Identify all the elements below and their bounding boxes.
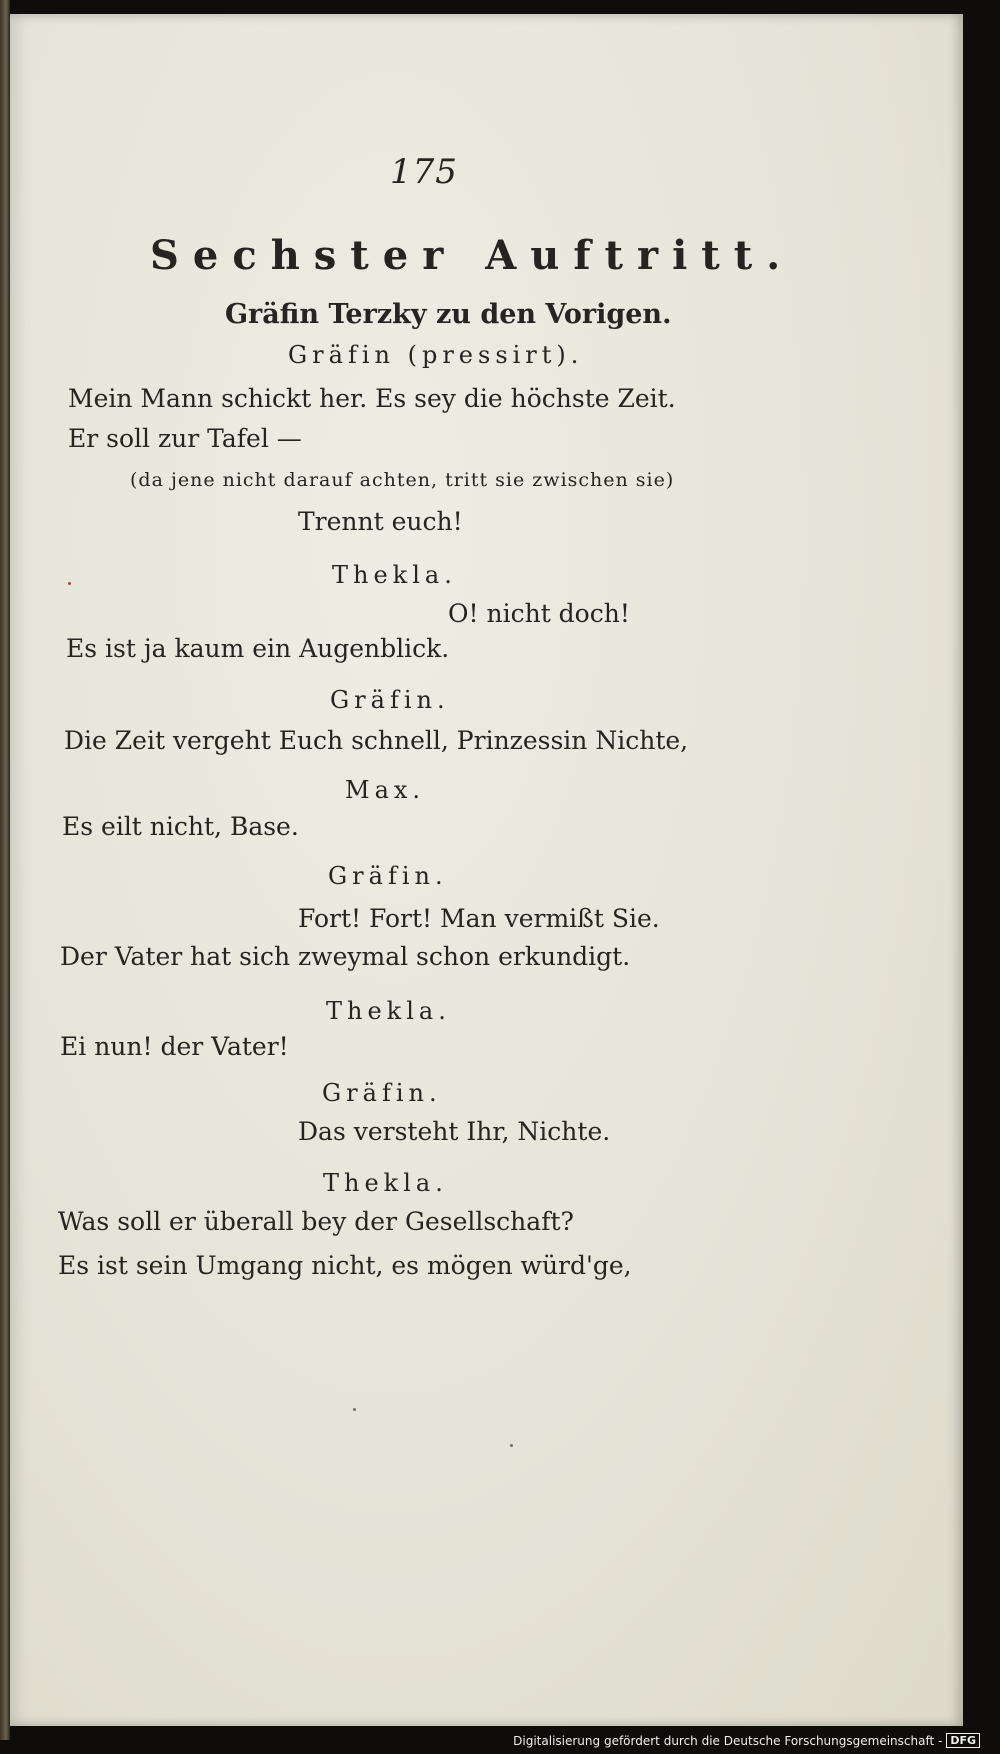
speaker-name: Gräfin. [330,686,450,714]
book-spine [0,0,10,1740]
verse-line: Trennt euch! [298,507,463,536]
verse-line: Es eilt nicht, Base. [62,812,299,841]
verse-line: Mein Mann schickt her. Es sey die höchste Zeit. [68,384,676,413]
verse-line: Er soll zur Tafel — [68,424,302,453]
scene-subheading: Gräfin Terzky zu den Vorigen. [225,299,672,330]
digitization-credit [513,1733,980,1748]
speaker-name: Gräfin. [328,862,448,890]
verse-line: Fort! Fort! Man vermißt Sie. [298,904,660,933]
speaker-name: Gräfin. [322,1079,442,1107]
speaker-name: Thekla. [332,561,457,589]
book-page [10,14,963,1726]
verse-line: Es ist sein Umgang nicht, es mögen würd'ge, [58,1251,632,1280]
verse-line: Was soll er überall bey der Gesellschaft? [58,1207,574,1236]
speaker-name: Max. [345,776,426,804]
verse-line: Das versteht Ihr, Nichte. [298,1117,611,1146]
speaker-name: Thekla. [323,1169,448,1197]
verse-line: Die Zeit vergeht Euch schnell, Prinzessin Nichte, [64,726,689,755]
verse-line: O! nicht doch! [448,599,630,628]
paper-speck [353,1408,356,1411]
paper-speck [510,1444,513,1447]
verse-line: Es ist ja kaum ein Augenblick. [66,634,450,663]
scene-heading: Sechster Auftritt. [150,232,795,279]
verse-line: Der Vater hat sich zweymal schon erkundigt. [60,942,631,971]
stage-direction: (da jene nicht darauf achten, tritt sie zwischen sie) [130,469,675,491]
credit-text: Digitalisierung gefördert durch die Deutsche Forschungsgemeinschaft - [513,1733,943,1748]
speaker-name: Gräfin (pressirt). [288,341,584,369]
page-number: 175 [390,152,458,192]
dfg-logo: DFG [946,1733,980,1748]
verse-line: Ei nun! der Vater! [60,1032,289,1061]
speaker-name: Thekla. [326,997,451,1025]
paper-speck [68,582,71,585]
